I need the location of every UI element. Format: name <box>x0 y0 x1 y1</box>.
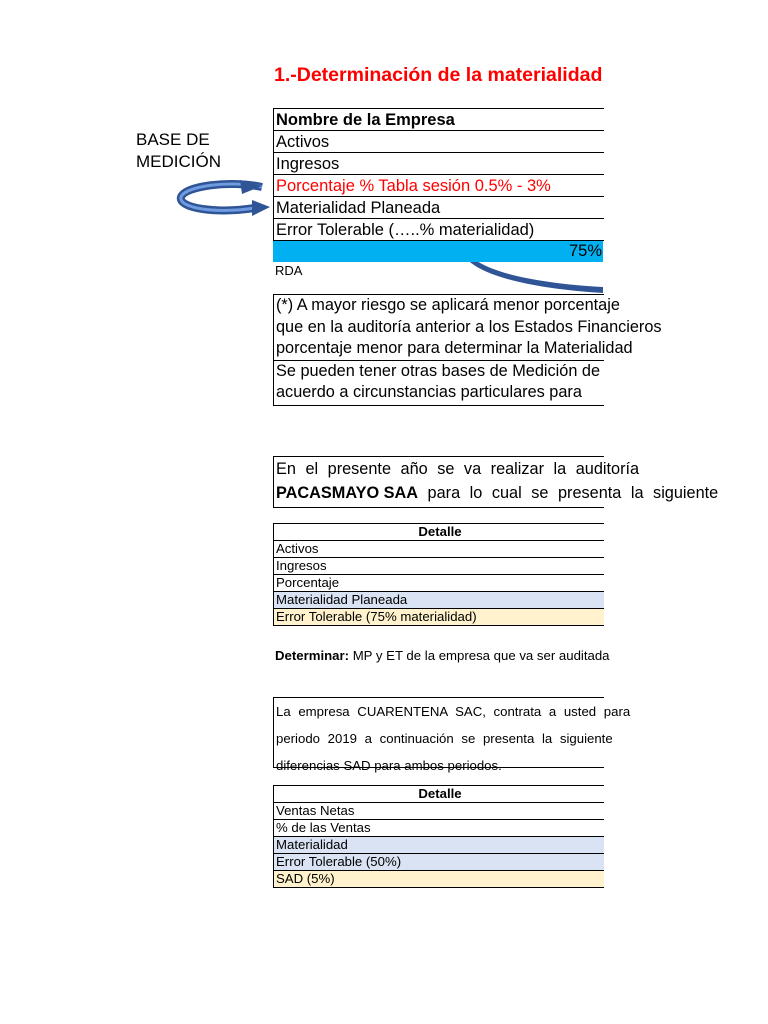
note-line: acuerdo a circunstancias particulares para <box>276 383 582 401</box>
table-header: Detalle <box>274 524 605 541</box>
case-line: diferencias SAD para ambos periodos. <box>276 758 502 773</box>
table-row: Error Tolerable (50%) <box>274 854 605 871</box>
row-nombre-empresa: Nombre de la Empresa <box>274 109 605 131</box>
determinar-text: MP y ET de la empresa que va ser auditada <box>349 648 610 663</box>
table-row: % de las Ventas <box>274 820 605 837</box>
percentage-value: 75% <box>568 242 602 260</box>
exercise-statement-box <box>273 456 719 508</box>
table-row: SAD (5%) <box>274 871 605 888</box>
statement-line <box>274 481 719 505</box>
table-row: Porcentaje <box>274 575 605 592</box>
detalle-table-1 <box>273 523 604 626</box>
case-statement-box <box>273 697 631 773</box>
table-row: Ingresos <box>274 558 605 575</box>
table-row: Materialidad Planeada <box>274 592 605 609</box>
table-row: Error Tolerable (75% materialidad) <box>274 609 605 626</box>
determinar-label: Determinar: <box>275 648 350 663</box>
note-line: que en la auditoría anterior a los Estados Financieros <box>276 317 662 336</box>
table-row: Materialidad <box>274 837 605 854</box>
materialidad-table <box>273 108 604 241</box>
row-activos: Activos <box>274 131 605 153</box>
table-row: Activos <box>274 541 605 558</box>
page-title: 1.-Determinación de la materialidad <box>274 64 603 86</box>
circular-arrow-icon <box>181 180 270 216</box>
note-line: porcentaje menor para determinar la Materialidad <box>276 339 633 357</box>
determinar-instruction <box>275 648 610 663</box>
statement-line: En el presente año se va realizar la auditoría <box>276 460 640 478</box>
detalle-table-2 <box>273 785 604 888</box>
row-error-tolerable: Error Tolerable (…..% materialidad) <box>274 219 605 241</box>
case-line: periodo 2019 a continuación se presenta la siguiente <box>276 731 613 746</box>
row-materialidad-planeada: Materialidad Planeada <box>274 197 605 219</box>
note-line: (*) A mayor riesgo se aplicará menor porcentaje <box>276 296 620 314</box>
base-label-line-2: MEDICIÓN <box>136 152 221 171</box>
company-name: PACASMAYO SAA <box>276 484 419 502</box>
table-row: Ventas Netas <box>274 803 605 820</box>
note-line: Se pueden tener otras bases de Medición de <box>276 361 601 380</box>
row-ingresos: Ingresos <box>274 153 605 175</box>
row-porcentaje: Porcentaje % Tabla sesión 0.5% - 3% <box>274 175 605 197</box>
statement-rest: para lo cual se presenta la siguiente <box>418 484 719 502</box>
base-label-line-1: BASE DE <box>136 130 210 149</box>
rda-label: RDA <box>275 263 303 278</box>
percentage-bar <box>273 241 603 262</box>
case-line: La empresa CUARENTENA SAC, contrata a usted para <box>276 704 631 719</box>
table-header: Detalle <box>274 786 605 803</box>
note-box <box>273 294 662 406</box>
